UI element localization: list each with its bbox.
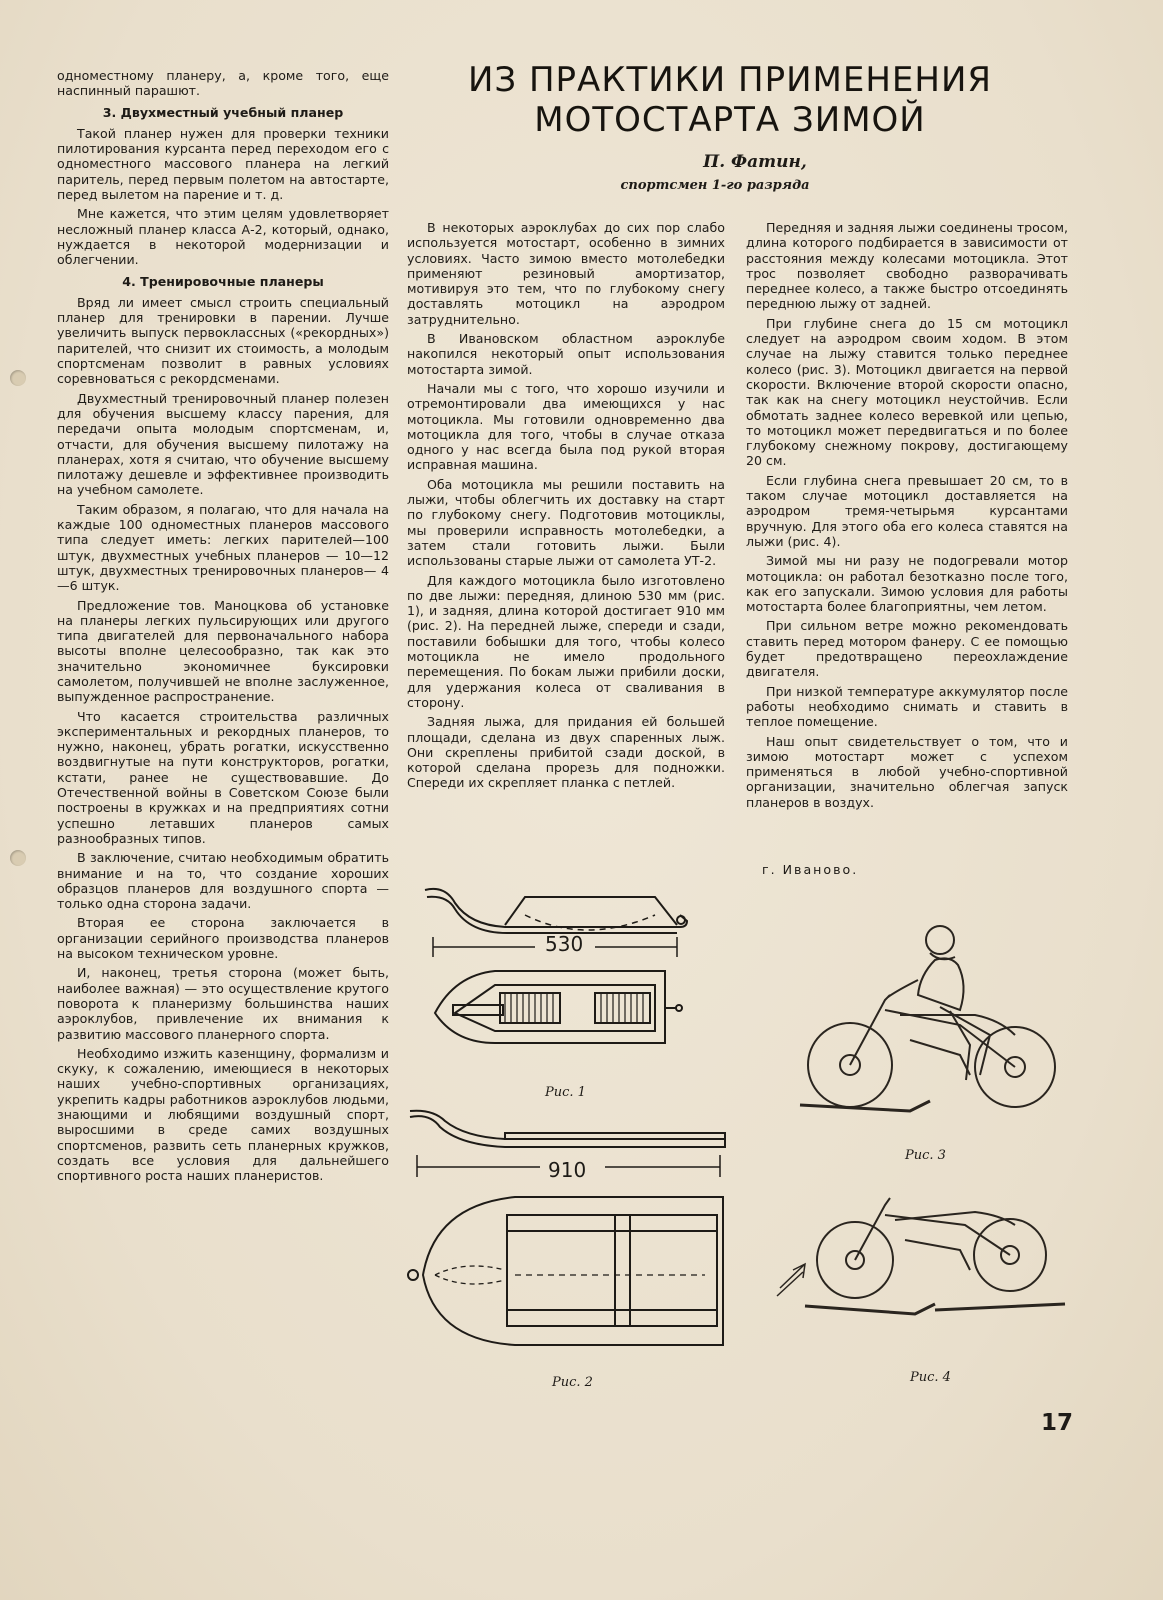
article-title-line: МОТОСТАРТА ЗИМОЙ — [534, 100, 926, 140]
figure-caption: Рис. 4 — [910, 1370, 951, 1385]
paragraph: Если глубина снега превышает 20 см, то в таком случае мотоцикл доставляется на аэродром тремя-четырьмя курсантами вручную. Для этого оба его колеса ставятся на лыжи (рис. 4). — [746, 472, 1068, 549]
paragraph: Необходимо изжить казенщину, формализм и скуку, к сожалению, имеющиеся в некоторых наших учебно-спортивных организациях, укрепить кадры работников аэроклубов людьми, знающими и любящими воздушный спорт, выросшими в среде самих воздушных спортсменов, развить сеть планерных кружков, создать все условия для дальнейшего спортивного роста наших планеристов. — [57, 1045, 389, 1184]
paragraph: Оба мотоцикла мы решили поставить на лыжи, чтобы облегчить их доставку на старт по глубокому снегу. Подготовив мотоциклы, мы проверили исправность мотолебедки, а затем стали готовить лыжи. Были использованы старые лыжи от самолета УТ-2. — [407, 476, 725, 569]
article-title — [440, 60, 1020, 140]
right-column — [746, 220, 1068, 814]
paragraph: Предложение тов. Маноцкова об установке на планеры легких пульсирующих или другого типа двигателей для первоначального набора высоты вполне целесообразно, так как это значительно экономичнее буксировки самолетом, получившей не вполне заслуженное, выпужденное распространение. — [57, 597, 389, 705]
paragraph: При низкой температуре аккумулятор после работы необходимо снимать и ставить в теплое помещение. — [746, 683, 1068, 730]
paragraph: В заключение, считаю необходимым обратить внимание и на то, что создание хороших образцов планеров для воздушного спорта — только одна сторона задачи. — [57, 850, 389, 912]
figure-caption: Рис. 3 — [905, 1148, 946, 1163]
paragraph: Вряд ли имеет смысл строить специальный планер для тренировки в парении. Лучше увеличить выпуск первоклассных («рекордных») парителей, что снизит их стоимость, а молодым спортсменам позволит в равных условиях соревноваться с рекордсменами. — [57, 294, 389, 387]
figure-4-motorcycle-illustration — [775, 1180, 1075, 1340]
author-rank: спортсмен 1-го разряда — [620, 178, 810, 193]
paragraph: В Ивановском областном аэроклубе накопился некоторый опыт использования мотостарта зимой. — [407, 331, 725, 377]
paragraph: Наш опыт свидетельствует о том, что и зимою мотостарт может с успехом применяться в любой учебно-спортивной организации, значительно облегчая запуск планеров в воздух. — [746, 733, 1068, 810]
paragraph: Начали мы с того, что хорошо изучили и отремонтировали два имеющихся у нас мотоцикла. Мы готовили одновременно два мотоцикла для того, чтобы в случае отказа одного у нас всегда была под рукой вторая исправная машина. — [407, 380, 725, 473]
paragraph: Для каждого мотоцикла было изготовлено по две лыжи: передняя, длиною 530 мм (рис. 1), и задняя, длина которой достигает 910 мм (рис. 2). На передней лыже, спереди и сзади, поставили бобышки для того, чтобы колесо мотоцикла не имело продольного перемещения. По бокам лыжи прибили доски, для удержания колеса от сваливания в сторону. — [407, 572, 725, 710]
section-heading: 3. Двухместный учебный планер — [102, 104, 344, 120]
middle-column — [407, 220, 725, 795]
paragraph: При глубине снега до 15 см мотоцикл следует на аэродром своим ходом. В этом случае на лыжу ставится только переднее колесо (рис. 3). Мотоцикл двигается на первой скорости. Включение второй скорости опасно, так как на снегу мотоцикл неустойчив. Если обмотать заднее колесо веревкой или цепью, то мотоцикл может передвигаться и по более глубокому снежному покрову, достигающему 20 см. — [746, 315, 1068, 469]
paragraph: Что касается строительства различных экспериментальных и рекордных планеров, то нужно, наконец, убрать рогатки, искусственно воздвигнутые на пути конструкторов, рогатки, кстати, ранее не существовавшие. До Отечественной войны в Советском Союзе были построены в кружках и на предприятиях сотни успешно летавших планеров самых разнообразных типов. — [57, 708, 389, 846]
article-place: г. Иваново. — [762, 862, 859, 877]
paragraph: Вторая ее сторона заключается в организации серийного производства планеров на высоком техническом уровне. — [57, 915, 389, 962]
paragraph: Задняя лыжа, для придания ей большей площади, сделана из двух спаренных лыж. Они скреплены прибитой сзади доской, в которой сделана прорезь для подножки. Спереди их скрепляет планка с петлей. — [407, 714, 725, 791]
paragraph: При сильном ветре можно рекомендовать ставить перед мотором фанеру. С ее помощью будет предотвращено переохлаждение двигателя. — [746, 618, 1068, 680]
figure-2-rear-ski — [405, 1105, 735, 1380]
figure-1-front-ski — [415, 875, 715, 1075]
figure-3-motorcycle-illustration — [790, 915, 1080, 1145]
page-number: 17 — [1041, 1410, 1074, 1436]
figure-caption: Рис. 2 — [552, 1375, 593, 1390]
left-column — [57, 68, 389, 1187]
paragraph: Двухместный тренировочный планер полезен для обучения высшему классу парения, для передачи опыта молодым спортсменам, и, отчасти, для обучения высшему пилотажу на планерах, хотя я считаю, что обучение высшему пилотажу дешевле и эффективнее производить на учебном самолете. — [57, 390, 389, 498]
paragraph: Таким образом, я полагаю, что для начала на каждые 100 одноместных планеров массового типа следует иметь: легких парителей—100 штук, двухместных учебных планеров — 10—12 штук, двухместных тренировочных планеров— 4—6 штук. — [57, 501, 389, 594]
paragraph: Зимой мы ни разу не подогревали мотор мотоцикла: он работал безотказно после того, как его запускали. Зимою условия для работы мотостарта более благоприятны, чем летом. — [746, 553, 1068, 615]
paragraph: одноместному планеру, а, кроме того, еще наспинный парашют. — [57, 68, 389, 99]
paragraph: Передняя и задняя лыжи соединены тросом, длина которого подбирается в зависимости от расстояния между колесами мотоцикла. Этот трос позволяет свободно разворачивать переднее колесо, а также быстро отсоединять переднюю лыжу от задней. — [746, 220, 1068, 312]
article-author: П. Фатин, — [703, 152, 807, 172]
paragraph: Такой планер нужен для проверки техники пилотирования курсанта перед переходом его с одноместного массового планера на легкий паритель, перед первым полетом на автостарте, перед вылетом на парение и т. д. — [57, 125, 389, 203]
article-title-line: ИЗ ПРАКТИКИ ПРИМЕНЕНИЯ — [467, 60, 993, 100]
paragraph: Мне кажется, что этим целям удовлетворяет несложный планер класса А-2, который, однако, нуждается в некоторой модернизации и облегчении. — [57, 206, 389, 268]
dimension-label: 530 — [545, 932, 584, 956]
binding-hole — [10, 370, 26, 386]
paragraph: В некоторых аэроклубах до сих пор слабо используется мотостарт, особенно в зимних условиях. Часто зимою вместо мотолебедки применяют резиновый амортизатор, мотивируя это тем, что по глубокому снегу доставлять мотоцикл на аэродром затруднительно. — [407, 220, 725, 327]
binding-hole — [10, 850, 26, 866]
dimension-label: 910 — [548, 1158, 587, 1182]
paragraph: И, наконец, третья сторона (может быть, наиболее важная) — это осуществление крутого поворота к планеризму большинства наших аэроклубов, привлечение их внимания к развитию массового планерного спорта. — [57, 965, 389, 1042]
section-heading: 4. Тренировочные планеры — [122, 273, 324, 289]
figure-caption: Рис. 1 — [545, 1085, 586, 1100]
